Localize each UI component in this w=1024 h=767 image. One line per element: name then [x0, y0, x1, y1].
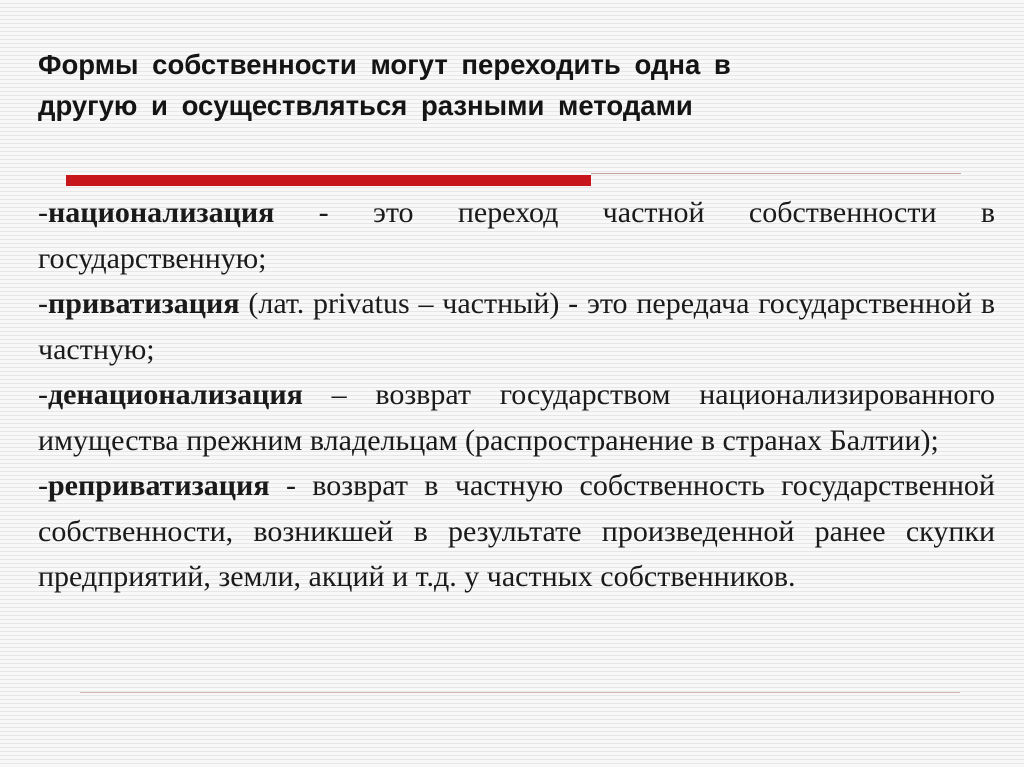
- definition-list: [38, 190, 995, 600]
- term-nationalization: национализация: [48, 196, 275, 229]
- term-reprivatization: реприватизация: [48, 469, 270, 502]
- definition-reprivatization: - возврат в частную собственность государственной собственности, возникшей в результате произведенной ранее скупки предприятий, земли, акций и т.д. у частных собственников.: [38, 469, 995, 593]
- term-denationalization: денационализация: [48, 378, 303, 411]
- title-divider: [66, 172, 961, 186]
- divider-red-bar: [66, 175, 591, 186]
- definition-item-privatization: [38, 281, 995, 372]
- bottom-divider: [80, 692, 960, 693]
- item-prefix: -: [38, 378, 48, 411]
- item-prefix: -: [38, 196, 48, 229]
- term-privatization: приватизация: [48, 287, 240, 320]
- slide-title-line-2: другую и осуществляться разными методами: [38, 90, 693, 121]
- definition-privatization: (лат. privatus – частный) - это передача государственной в частную;: [38, 287, 995, 366]
- divider-thin-line: [591, 173, 961, 174]
- slide-title-line-1: Формы собственности могут переходить одна в: [38, 49, 731, 80]
- definition-item-denationalization: [38, 372, 995, 463]
- definition-item-reprivatization: [38, 463, 995, 600]
- item-prefix: -: [38, 469, 48, 502]
- definition-nationalization: - это переход частной собственности в государственную;: [38, 196, 995, 275]
- slide-title: [38, 44, 968, 126]
- definition-item-nationalization: [38, 190, 995, 281]
- item-prefix: -: [38, 287, 48, 320]
- definition-denationalization: – возврат государством национализированного имущества прежним владельцам (распространение в странах Балтии);: [38, 378, 995, 457]
